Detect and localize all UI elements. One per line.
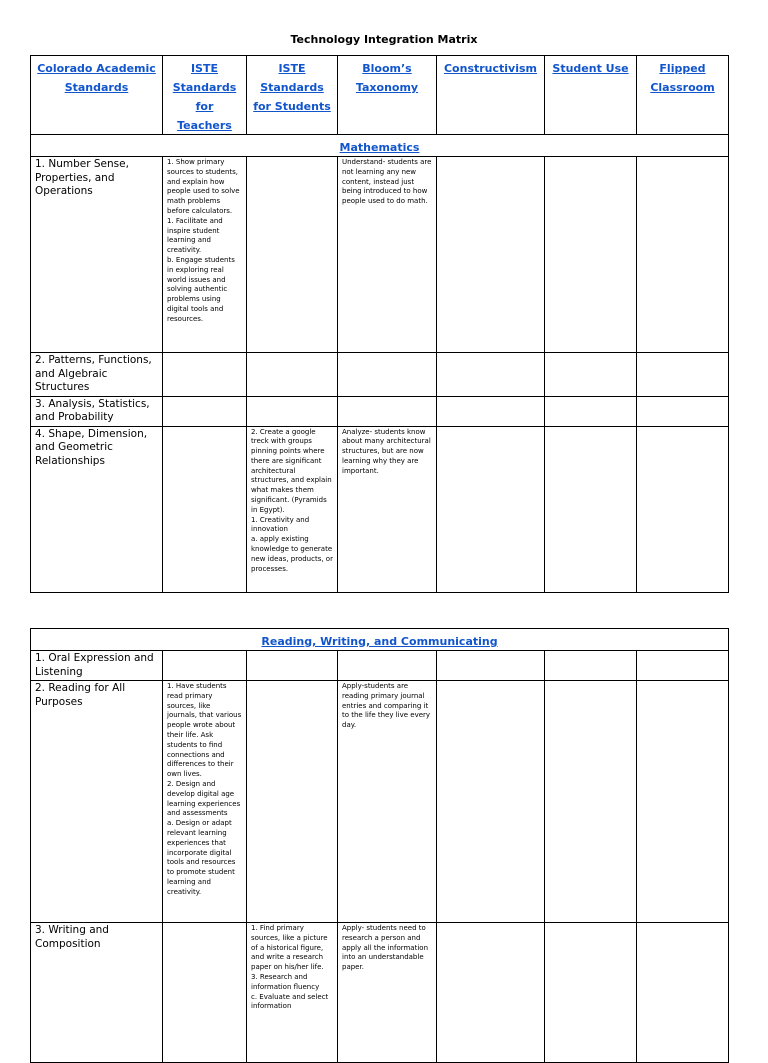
header-cell — [247, 56, 338, 135]
section-cell — [31, 629, 729, 651]
constructivism-cell — [437, 396, 545, 426]
iste-teachers-header-link[interactable]: ISTE Standards for Teachers — [172, 62, 237, 132]
table-row — [31, 157, 729, 353]
mathematics-section-link[interactable]: Mathematics — [339, 141, 420, 154]
constructivism-cell — [437, 426, 545, 592]
header-cell — [637, 56, 729, 135]
table-row — [31, 651, 729, 681]
reading-writing-section-link[interactable]: Reading, Writing, and Communicating — [261, 635, 498, 648]
student-use-cell — [545, 923, 637, 1063]
iste-teachers-cell: 1. Show primary sources to students, and explain how people used to solve math problems before calculators. 1. Facilitate and inspire student learning and creativity. b. Engage students in exploring real world issues and solving authentic problems using digital tools and resources. — [163, 157, 247, 353]
blooms-cell: Understand- students are not learning any new content, instead just being introduced to how people used to do math. — [338, 157, 437, 353]
blooms-cell — [338, 353, 437, 397]
iste-teachers-cell — [163, 651, 247, 681]
iste-teachers-cell: 1. Have students read primary sources, like journals, that various people wrote about their life. Ask students to find connections and differences to their own lives. 2. Design and develop digital age learning experiences and assessments a. Design or adapt relevant learning experiences that incorporate digital tools and resources to promote student learning and creativity. — [163, 681, 247, 923]
flipped-classroom-cell — [637, 353, 729, 397]
student-use-cell — [545, 396, 637, 426]
iste-students-cell — [247, 681, 338, 923]
iste-teachers-cell — [163, 353, 247, 397]
table-row — [31, 681, 729, 923]
blooms-cell: Analyze- students know about many architectural structures, but are now learning why they are important. — [338, 426, 437, 592]
flipped-classroom-cell — [637, 681, 729, 923]
student-use-header-link[interactable]: Student Use — [552, 62, 629, 75]
section-row — [31, 135, 729, 157]
header-cell — [163, 56, 247, 135]
standard-cell: 1. Number Sense, Properties, and Operations — [31, 157, 163, 353]
constructivism-cell — [437, 923, 545, 1063]
header-cell — [545, 56, 637, 135]
constructivism-header-link[interactable]: Constructivism — [443, 62, 538, 75]
flipped-classroom-cell — [637, 923, 729, 1063]
section-cell — [31, 135, 729, 157]
flipped-classroom-cell — [637, 396, 729, 426]
iste-teachers-cell — [163, 923, 247, 1063]
standard-cell: 2. Reading for All Purposes — [31, 681, 163, 923]
constructivism-cell — [437, 157, 545, 353]
student-use-cell — [545, 426, 637, 592]
flipped-classroom-cell — [637, 157, 729, 353]
flipped-classroom-cell — [637, 651, 729, 681]
header-cell — [31, 56, 163, 135]
blooms-cell — [338, 396, 437, 426]
reading-writing-matrix-table — [30, 628, 729, 1063]
iste-students-cell — [247, 396, 338, 426]
student-use-cell — [545, 353, 637, 397]
student-use-cell — [545, 681, 637, 923]
blooms-cell: Apply- students need to research a person and apply all the information into an understandable paper. — [338, 923, 437, 1063]
iste-teachers-cell — [163, 396, 247, 426]
blooms-cell — [338, 651, 437, 681]
flipped-classroom-cell — [637, 426, 729, 592]
header-cell — [437, 56, 545, 135]
constructivism-cell — [437, 353, 545, 397]
standard-cell: 3. Analysis, Statistics, and Probability — [31, 396, 163, 426]
iste-students-cell — [247, 157, 338, 353]
blooms-cell: Apply-students are reading primary journal entries and comparing it to the life they live every day. — [338, 681, 437, 923]
mathematics-matrix-table — [30, 55, 729, 593]
section-row — [31, 629, 729, 651]
iste-students-header-link[interactable]: ISTE Standards for Students — [253, 62, 331, 113]
iste-students-cell — [247, 651, 338, 681]
standard-cell: 4. Shape, Dimension, and Geometric Relationships — [31, 426, 163, 592]
iste-teachers-cell — [163, 426, 247, 592]
iste-students-cell — [247, 353, 338, 397]
table-row — [31, 923, 729, 1063]
constructivism-cell — [437, 651, 545, 681]
iste-students-cell: 2. Create a google treck with groups pinning points where there are significant architectural structures, and explain what makes them significant. (Pyramids in Egypt). 1. Creativity and innovation a. apply existing knowledge to generate new ideas, products, or processes. — [247, 426, 338, 592]
standard-cell: 2. Patterns, Functions, and Algebraic Structures — [31, 353, 163, 397]
iste-students-cell: 1. Find primary sources, like a picture of a historical figure, and write a research paper on his/her life. 3. Research and information fluency c. Evaluate and select information — [247, 923, 338, 1063]
student-use-cell — [545, 651, 637, 681]
constructivism-cell — [437, 681, 545, 923]
flipped-classroom-header-link[interactable]: Flipped Classroom — [650, 62, 715, 94]
student-use-cell — [545, 157, 637, 353]
document-title: Technology Integration Matrix — [290, 33, 478, 46]
table-row — [31, 353, 729, 397]
table-row — [31, 426, 729, 592]
standard-cell: 1. Oral Expression and Listening — [31, 651, 163, 681]
table-row — [31, 396, 729, 426]
standard-cell: 3. Writing and Composition — [31, 923, 163, 1063]
colorado-standards-header-link[interactable]: Colorado Academic Standards — [37, 62, 156, 94]
header-row — [31, 56, 729, 135]
blooms-taxonomy-header-link[interactable]: Bloom’s Taxonomy — [355, 62, 419, 94]
header-cell — [338, 56, 437, 135]
